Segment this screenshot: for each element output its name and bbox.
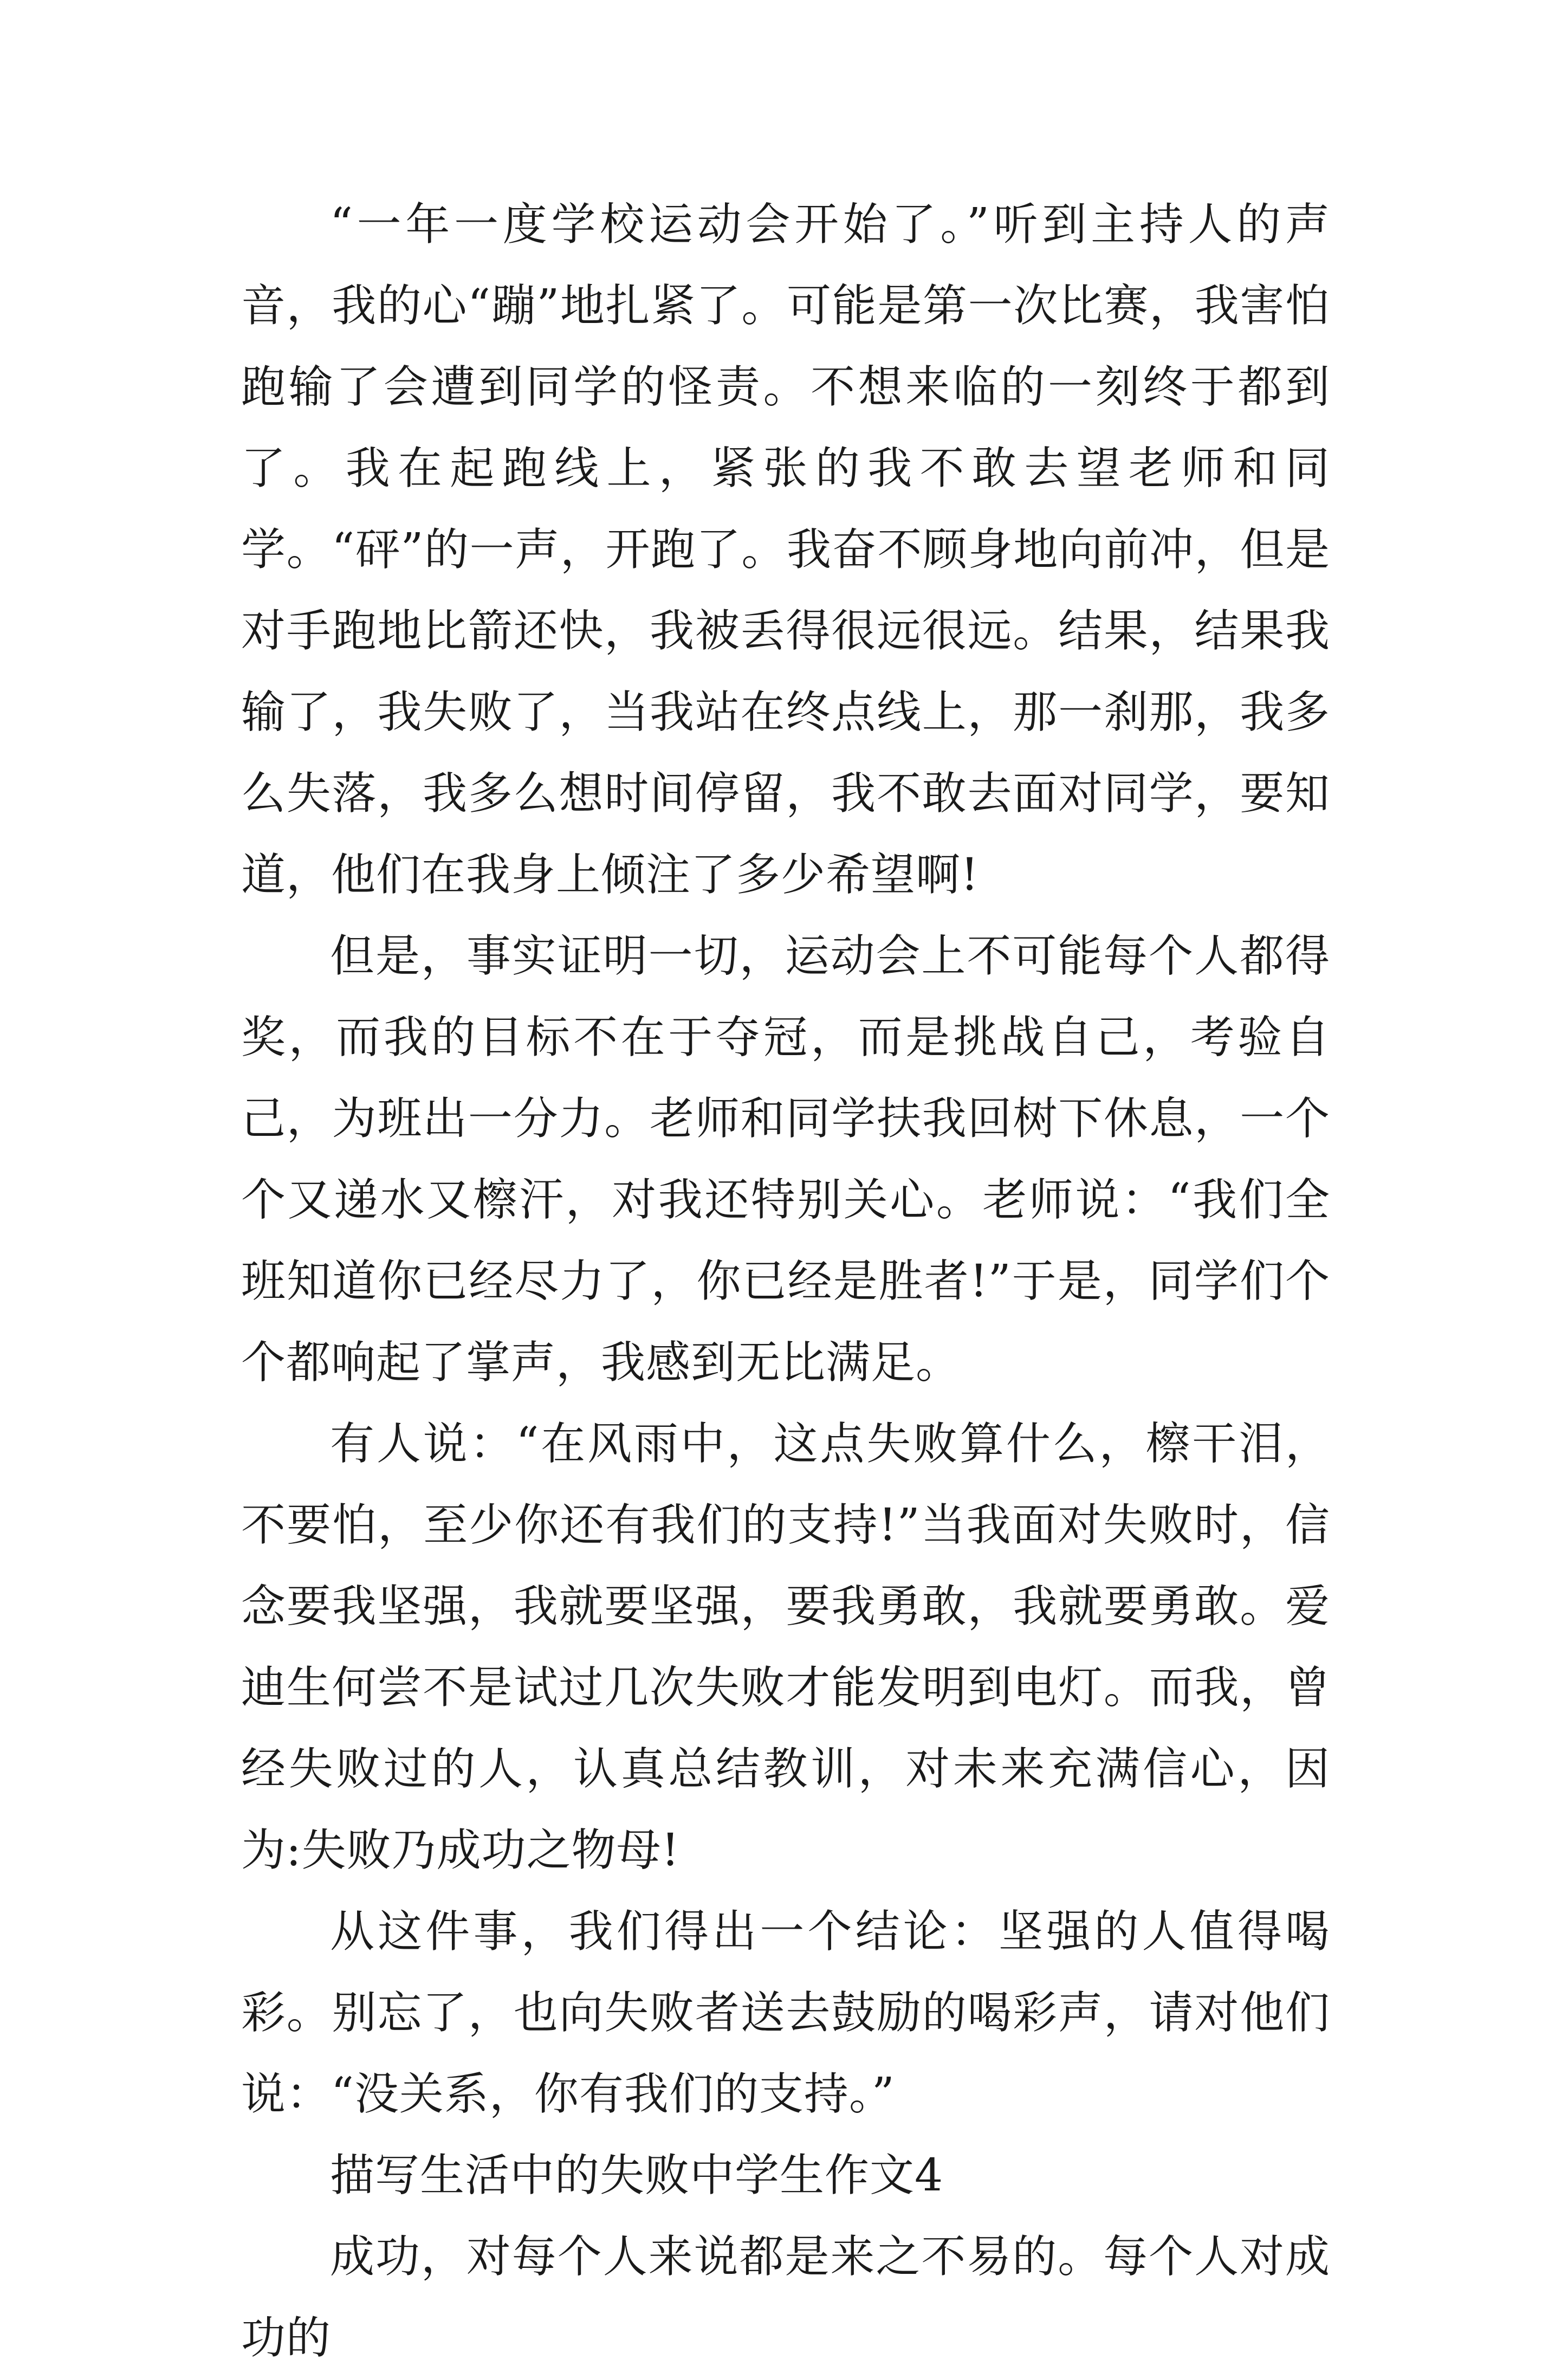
section-heading: 描写生活中的失败中学生作文4 <box>330 2150 944 2201</box>
paragraph-4: 从这件事，我们得出一个结论：坚强的人值得喝彩。别忘了，也向失败者送去鼓励的喝彩声，请对他们说：“没关系，你有我们的支持。” <box>241 1906 1330 2120</box>
paragraph-1: “一年一度学校运动会开始了。”听到主持人的声音，我的心“蹦”地扎紧了。可能是第一次比赛，我害怕跑输了会遭到同学的怪责。不想来临的一刻终于都到了。我在起跑线上，紧张的我不敢去望老师和同学。“砰”的一声，开跑了。我奋不顾身地向前冲，但是对手跑地比箭还快，我被丢得很远很远。结果，结果我输了，我失败了，当我站在终点线上，那一刹那，我多么失落，我多么想时间停留，我不敢去面对同学，要知道，他们在我身上倾注了多少希望啊! <box>241 199 1330 901</box>
paragraph-5: 成功，对每个人来说都是来之不易的。每个人对成功的 <box>241 2231 1330 2364</box>
paragraph-2: 但是，事实证明一切，运动会上不可能每个人都得奖，而我的目标不在于夺冠，而是挑战自己，考验自己，为班出一分力。老师和同学扶我回树下休息，一个个又递水又檫汗，对我还特别关心。老师说：“我们全班知道你已经尽力了，你已经是胜者!”于是，同学们个个都响起了掌声，我感到无比满足。 <box>241 930 1330 1388</box>
body-text <box>241 184 1330 2379</box>
paragraph-3: 有人说：“在风雨中，这点失败算什么，檫干泪，不要怕，至少你还有我们的支持!”当我面对失败时，信念要我坚强，我就要坚强，要我勇敢，我就要勇敢。爱迪生何尝不是试过几次失败才能发明到电灯。而我，曾经失败过的人，认真总结教训，对未来充满信心，因为:失败乃成功之物母! <box>241 1418 1330 1876</box>
